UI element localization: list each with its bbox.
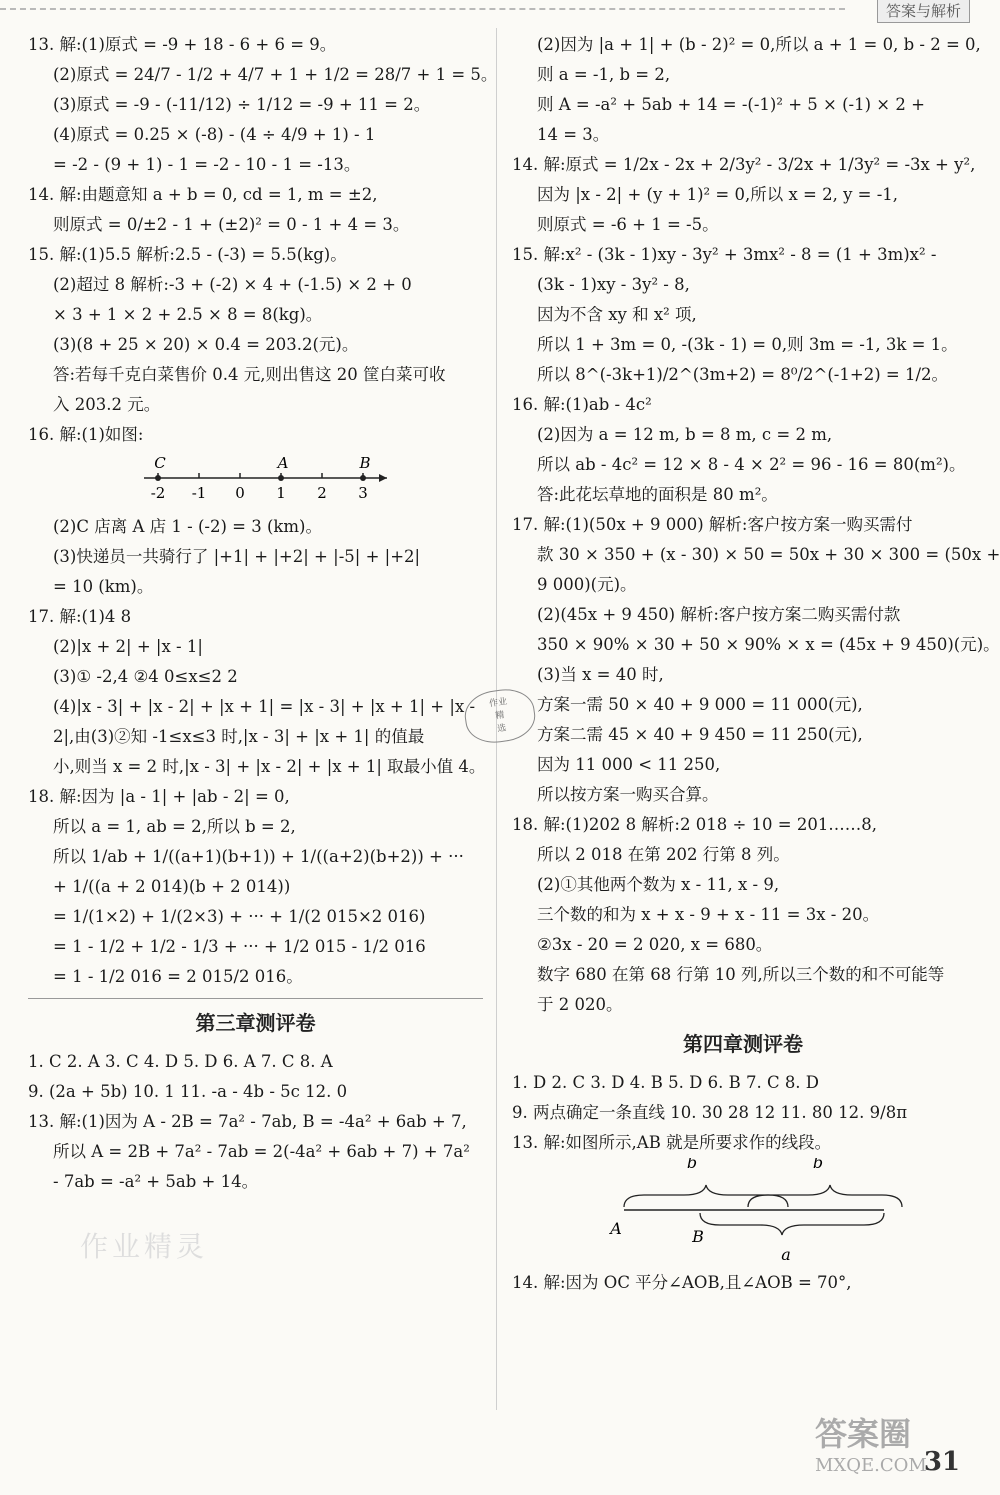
tick-label: 1 bbox=[276, 484, 286, 502]
left-block-1 bbox=[28, 30, 498, 450]
text-line: (2)因为 a = 12 m, b = 8 m, c = 2 m, bbox=[537, 425, 833, 444]
point-label: A bbox=[610, 1219, 622, 1238]
watermark-logo: 答案圈 bbox=[815, 1415, 912, 1453]
tick-label: -1 bbox=[191, 484, 207, 502]
right-block-1 bbox=[512, 30, 1000, 1020]
text-line: = 10 (km)。 bbox=[53, 577, 154, 596]
tick-label: 3 bbox=[358, 484, 368, 502]
text-line: (2)|x + 2| + |x - 1| bbox=[53, 637, 203, 656]
text-line: = 1 - 1/2 + 1/2 - 1/3 + ··· + 1/2 015 - 1/2 016 bbox=[53, 937, 426, 956]
text-line: 答:此花坛草地的面积是 80 m²。 bbox=[537, 485, 778, 504]
text-line: 1. D 2. C 3. D 4. B 5. D 6. B 7. C 8. D bbox=[512, 1073, 820, 1092]
text-line: (2)(45x + 9 450) 解析:客户按方案二购买需付款 bbox=[537, 605, 901, 624]
point-label: B bbox=[359, 454, 371, 472]
stamp-line: 作业 bbox=[488, 696, 508, 710]
text-line: (2)C 店离 A 店 1 - (-2) = 3 (km)。 bbox=[53, 517, 322, 536]
left-block-2 bbox=[28, 512, 486, 992]
point-marker bbox=[155, 475, 161, 481]
text-line: = 1 - 1/2 016 = 2 015/2 016。 bbox=[53, 967, 303, 986]
text-line: 入 203.2 元。 bbox=[53, 395, 161, 414]
text-line: (3)原式 = -9 - (-11/12) ÷ 1/12 = -9 + 11 = 2。 bbox=[53, 95, 431, 114]
text-line: 17. 解:(1)(50x + 9 000) 解析:客户按方案一购买需付 bbox=[512, 515, 913, 534]
text-line: 因为不含 xy 和 x² 项, bbox=[537, 305, 697, 324]
text-line: 13. 解:(1)因为 A - 2B = 7a² - 7ab, B = -4a² + 6ab + 7, bbox=[28, 1112, 467, 1131]
text-line: 则 a = -1, b = 2, bbox=[537, 65, 671, 84]
text-line: 350 × 90% × 30 + 50 × 90% × x = (45x + 9 450)(元)。 bbox=[537, 635, 1000, 654]
text-line: 三个数的和为 x + x - 9 + x - 11 = 3x - 20。 bbox=[537, 905, 880, 924]
text-line: 2|,由(3)②知 -1≤x≤3 时,|x - 3| + |x + 1| 的值最 bbox=[53, 727, 425, 746]
text-line: + 1/((a + 2 014)(b + 2 014)) bbox=[53, 877, 291, 896]
page-number: 31 bbox=[923, 1447, 960, 1477]
text-line: - 7ab = -a² + 5ab + 14。 bbox=[53, 1172, 259, 1191]
point-marker bbox=[278, 475, 284, 481]
text-line: (2)因为 |a + 1| + (b - 2)² = 0,所以 a + 1 = 0, b - 2 = 0, bbox=[537, 35, 981, 54]
text-line: × 3 + 1 × 2 + 2.5 × 8 = 8(kg)。 bbox=[53, 305, 323, 324]
section-rule bbox=[28, 998, 483, 999]
text-line: 1. C 2. A 3. C 4. D 5. D 6. A 7. C 8. A bbox=[28, 1052, 333, 1071]
text-line: 9. (2a + 5b) 10. 1 11. -a - 4b - 5c 12. 0 bbox=[28, 1082, 348, 1101]
text-line: (2)超过 8 解析:-3 + (-2) × 4 + (-1.5) × 2 + 0 bbox=[53, 275, 412, 294]
stamp-line: 选 bbox=[496, 723, 507, 735]
text-line: 15. 解:x² - (3k - 1)xy - 3y² + 3mx² - 8 = (1 + 3m)x² - bbox=[512, 245, 937, 264]
text-line: 18. 解:因为 |a - 1| + |ab - 2| = 0, bbox=[28, 787, 290, 806]
right-block-2 bbox=[512, 1068, 974, 1158]
text-line: 16. 解:(1)ab - 4c² bbox=[512, 395, 652, 414]
text-line: 答:若每千克白菜售价 0.4 元,则出售这 20 筐白菜可收 bbox=[53, 365, 446, 384]
right-column bbox=[512, 30, 1000, 1298]
text-line: (3)① -2,4 ②4 0≤x≤2 2 bbox=[53, 667, 238, 686]
text-line: 所以 1 + 3m = 0, -(3k - 1) = 0,则 3m = -1, 3k = 1。 bbox=[537, 335, 958, 354]
segment-label: b bbox=[812, 1158, 824, 1172]
text-line: 则原式 = 0/±2 - 1 + (±2)² = 0 - 1 + 4 = 3。 bbox=[53, 215, 410, 234]
text-line: 17. 解:(1)4 8 bbox=[28, 607, 132, 626]
text-line: 18. 解:(1)202 8 解析:2 018 ÷ 10 = 201……8, bbox=[512, 815, 878, 834]
text-line: 14 = 3。 bbox=[537, 125, 610, 144]
number-line-svg bbox=[28, 450, 483, 512]
watermark-url: MXQE.COM bbox=[815, 1455, 927, 1476]
tick-label: -2 bbox=[150, 484, 166, 502]
tick-label: 0 bbox=[235, 484, 245, 502]
header-tag: 答案与解析 bbox=[877, 0, 970, 23]
text-line: 14. 解:原式 = 1/2x - 2x + 2/3y² - 3/2x + 1/3y² = -3x + y², bbox=[512, 155, 976, 174]
point-marker bbox=[360, 475, 366, 481]
point-label: B bbox=[692, 1227, 704, 1246]
text-line: 方案一需 50 × 40 + 9 000 = 11 000(元), bbox=[537, 695, 863, 714]
left-section-title: 第三章测评卷 bbox=[195, 1011, 316, 1035]
text-line: 小,则当 x = 2 时,|x - 3| + |x - 2| + |x + 1| 取最小值 4。 bbox=[53, 757, 486, 776]
segment-figure bbox=[512, 1158, 974, 1268]
text-line: (4)|x - 3| + |x - 2| + |x + 1| = |x - 3| + |x + 1| + |x - bbox=[53, 697, 476, 716]
text-line: = -2 - (9 + 1) - 1 = -2 - 10 - 1 = -13。 bbox=[53, 155, 361, 174]
text-line: 14. 解:由题意知 a + b = 0, cd = 1, m = ±2, bbox=[28, 185, 378, 204]
right-section-title: 第四章测评卷 bbox=[683, 1032, 803, 1056]
text-line: 所以按方案一购买合算。 bbox=[537, 785, 719, 804]
segment-svg bbox=[512, 1158, 974, 1268]
stamp-line: 精 bbox=[494, 710, 506, 722]
text-line: (4)原式 = 0.25 × (-8) - (4 ÷ 4/9 + 1) - 1 bbox=[53, 125, 376, 144]
text-line: 16. 解:(1)如图: bbox=[28, 425, 144, 444]
text-line: 所以 8^(-3k+1)/2^(3m+2) = 8⁰/2^(-1+2) = 1/2。 bbox=[537, 365, 949, 384]
text-line: 因为 11 000 < 11 250, bbox=[537, 755, 721, 774]
right-block-3 bbox=[512, 1268, 974, 1298]
text-line: 则 A = -a² + 5ab + 14 = -(-1)² + 5 × (-1) × 2 + bbox=[537, 95, 925, 114]
text-line: 13. 解:(1)原式 = -9 + 18 - 6 + 6 = 9。 bbox=[28, 35, 337, 54]
text-line: 于 2 020。 bbox=[537, 995, 623, 1014]
text-line: 所以 ab - 4c² = 12 × 8 - 4 × 2² = 96 - 16 = 80(m²)。 bbox=[537, 455, 966, 474]
segment-label: a bbox=[781, 1245, 791, 1264]
text-line: 方案二需 45 × 40 + 9 450 = 11 250(元), bbox=[537, 725, 863, 744]
text-line: = 1/(1×2) + 1/(2×3) + ··· + 1/(2 015×2 016) bbox=[53, 907, 426, 926]
text-line: 所以 A = 2B + 7a² - 7ab = 2(-4a² + 6ab + 7) + 7a² bbox=[53, 1142, 470, 1161]
brace-b1 bbox=[624, 1185, 788, 1207]
axis-arrow bbox=[379, 474, 387, 482]
text-line: (3)快递员一共骑行了 |+1| + |+2| + |-5| + |+2| bbox=[53, 547, 421, 566]
brace-a bbox=[700, 1213, 884, 1235]
text-line: 则原式 = -6 + 1 = -5。 bbox=[537, 215, 719, 234]
point-label: A bbox=[277, 454, 289, 472]
text-line: ②3x - 20 = 2 020, x = 680。 bbox=[537, 935, 773, 954]
text-line: 款 30 × 350 + (x - 30) × 50 = 50x + 30 × 300 = (50x + bbox=[537, 545, 1000, 564]
text-line: 14. 解:因为 OC 平分∠AOB,且∠AOB = 70°, bbox=[512, 1273, 852, 1292]
text-line: 数字 680 在第 68 行第 10 列,所以三个数的和不可能等 bbox=[537, 965, 945, 984]
text-line: (3k - 1)xy - 3y² - 8, bbox=[537, 275, 690, 294]
text-line: 15. 解:(1)5.5 解析:2.5 - (-3) = 5.5(kg)。 bbox=[28, 245, 347, 264]
watermark-left: 作业精灵 bbox=[80, 1230, 209, 1263]
text-line: 所以 1/ab + 1/((a+1)(b+1)) + 1/((a+2)(b+2)) + ··· bbox=[53, 847, 464, 866]
text-line: (2)①其他两个数为 x - 11, x - 9, bbox=[537, 875, 780, 894]
text-line: 因为 |x - 2| + (y + 1)² = 0,所以 x = 2, y = -1, bbox=[537, 185, 899, 204]
text-line: 所以 2 018 在第 202 行第 8 列。 bbox=[537, 845, 790, 864]
watermark-right bbox=[815, 1409, 990, 1487]
tick-label: 2 bbox=[317, 484, 327, 502]
left-block-3 bbox=[28, 1047, 483, 1197]
text-line: (3)(8 + 25 × 20) × 0.4 = 203.2(元)。 bbox=[53, 335, 359, 354]
text-line: (3)当 x = 40 时, bbox=[537, 665, 664, 684]
header-rule bbox=[0, 8, 845, 10]
segment-label: b bbox=[686, 1158, 698, 1172]
brace-b2 bbox=[748, 1185, 902, 1207]
text-line: 9 000)(元)。 bbox=[537, 575, 637, 594]
text-line: 13. 解:如图所示,AB 就是所要求作的线段。 bbox=[512, 1133, 832, 1152]
text-line: (2)原式 = 24/7 - 1/2 + 4/7 + 1 + 1/2 = 28/7 + 1 = 5。 bbox=[53, 65, 498, 84]
text-line: 所以 a = 1, ab = 2,所以 b = 2, bbox=[53, 817, 296, 836]
point-label: C bbox=[154, 454, 166, 472]
number-line-figure bbox=[28, 450, 483, 512]
text-line: 9. 两点确定一条直线 10. 30 28 12 11. 80 12. 9/8π bbox=[512, 1103, 908, 1122]
